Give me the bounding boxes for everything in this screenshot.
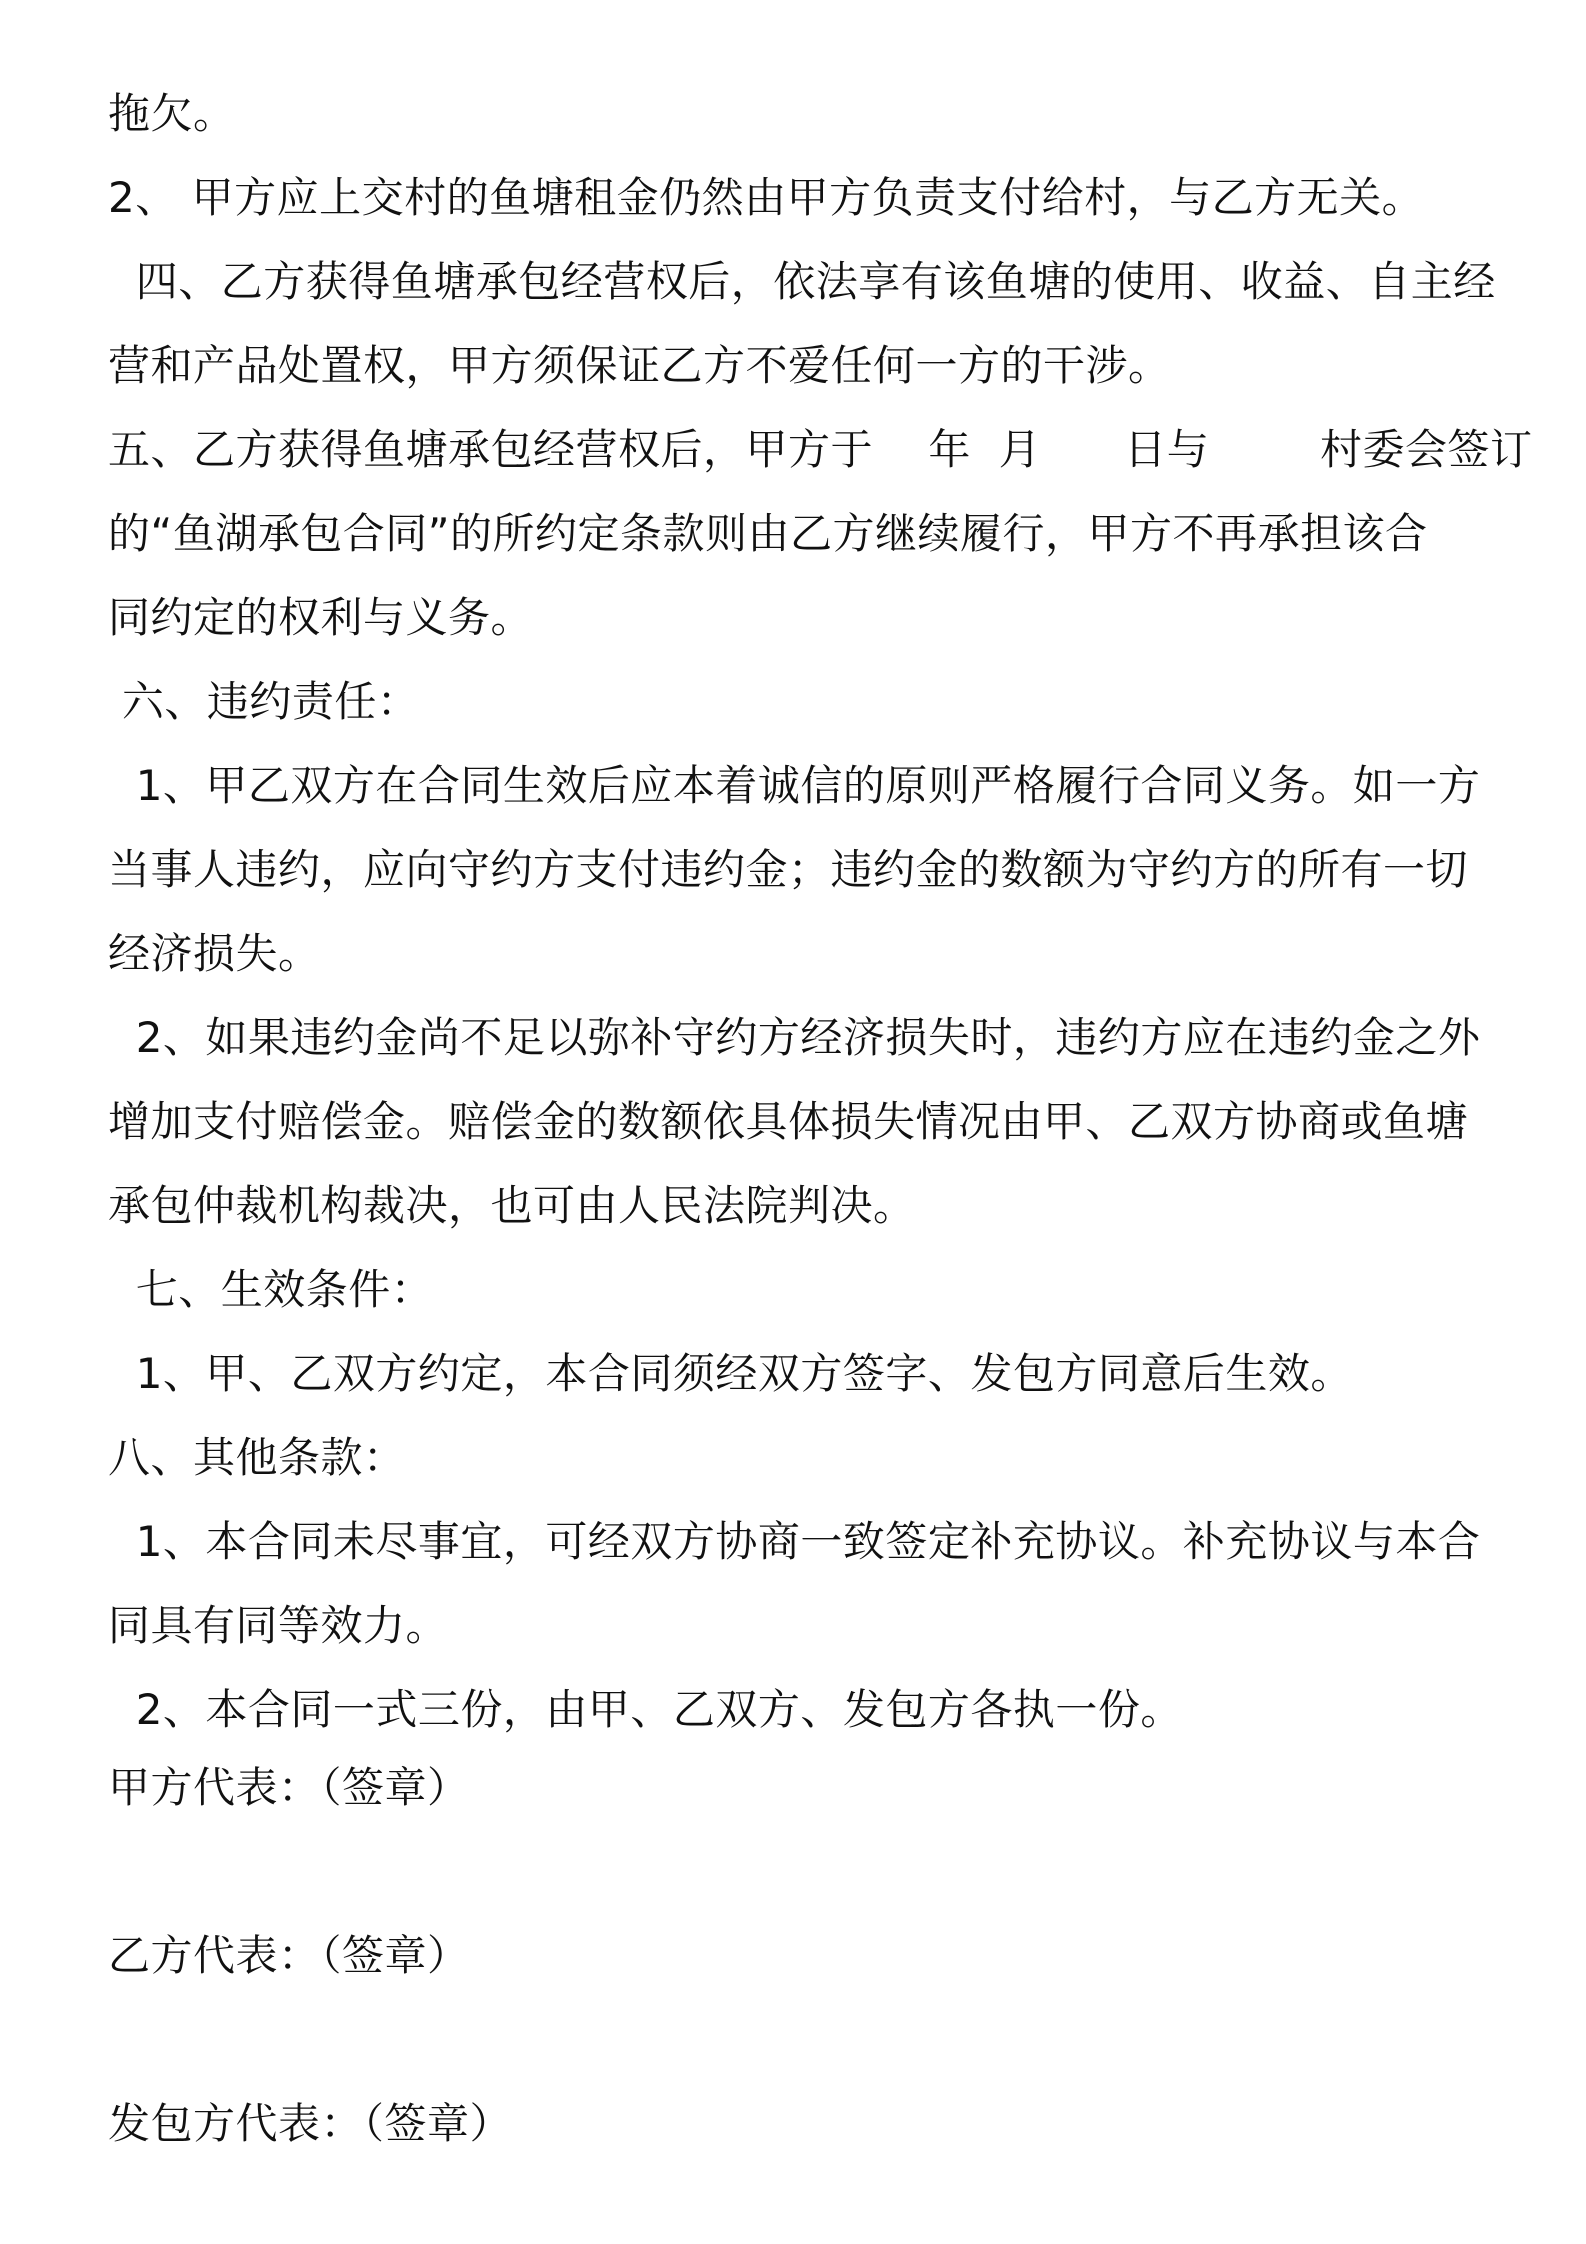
text-line-8: 六、违约责任：	[108, 677, 420, 726]
text-line-19: 同具有同等效力。	[108, 1601, 449, 1650]
text-line-11: 经济损失。	[108, 929, 321, 978]
text-line-2: 2、 甲方应上交村的鱼塘租金仍然由甲方负责支付给村，与乙方无关。	[108, 173, 1425, 222]
text-line-13: 增加支付赔偿金。赔偿金的数额依具体损失情况由甲、乙双方协商或鱼塘	[108, 1097, 1469, 1146]
text-line-14: 承包仲裁机构裁决，也可由人民法院判决。	[108, 1181, 916, 1230]
text-line-3: 四、乙方获得鱼塘承包经营权后，依法享有该鱼塘的使用、收益、自主经	[108, 257, 1496, 306]
text-line-7: 同约定的权利与义务。	[108, 593, 534, 642]
text-line-9: 1、甲乙双方在合同生效后应本着诚信的原则严格履行合同义务。如一方	[108, 761, 1481, 810]
signature-contractor: 发包方代表：（签章）	[108, 2099, 513, 2148]
text-line-1: 拖欠。	[108, 89, 236, 138]
text-line-4: 营和产品处置权，甲方须保证乙方不爱任何一方的干涉。	[108, 341, 1171, 390]
text-line-10: 当事人违约，应向守约方支付违约金；违约金的数额为守约方的所有一切	[108, 845, 1469, 894]
text-line-12: 2、如果违约金尚不足以弥补守约方经济损失时，违约方应在违约金之外	[108, 1013, 1481, 1062]
text-line-16: 1、甲、乙双方约定，本合同须经双方签字、发包方同意后生效。	[108, 1349, 1353, 1398]
text-line-18: 1、本合同未尽事宜，可经双方协商一致签定补充协议。补充协议与本合	[108, 1517, 1481, 1566]
text-line-5: 五、乙方获得鱼塘承包经营权后，甲方于 年 月 日与 村委会签订	[108, 425, 1533, 474]
signature-party-b: 乙方代表：（签章）	[108, 1931, 470, 1980]
text-line-20: 2、本合同一式三份，由甲、乙双方、发包方各执一份。	[108, 1685, 1183, 1734]
text-line-17: 八、其他条款：	[108, 1433, 406, 1482]
signature-party-a: 甲方代表：（签章）	[108, 1763, 470, 1812]
text-line-6: 的“鱼湖承包合同”的所约定条款则由乙方继续履行，甲方不再承担该合	[108, 509, 1428, 558]
text-line-15: 七、生效条件：	[108, 1265, 434, 1314]
